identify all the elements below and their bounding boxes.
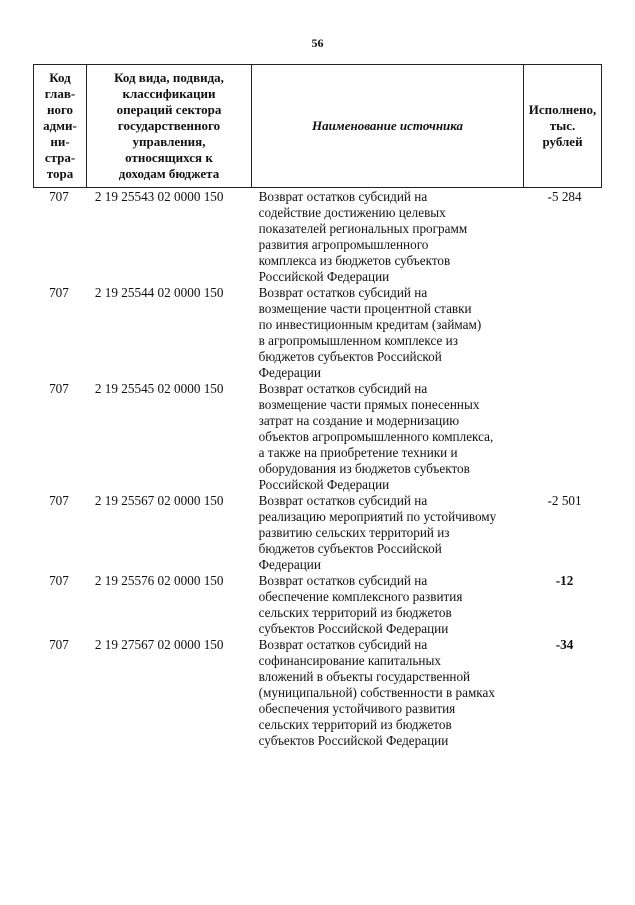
source-name-cell [255,637,527,749]
source-name-line: оборудования из бюджетов субъектов [258,461,470,476]
source-name-line: Российской Федерации [258,477,390,492]
amount-cell [526,285,603,381]
source-name-line: Возврат остатков субсидий на [258,381,428,396]
header-line: тыс. [549,118,576,133]
header-line: адми- [43,118,77,133]
source-name-cell [255,381,527,493]
source-name-line: обеспечения устойчивого развития [258,701,456,716]
classification-code-cell: 2 19 27567 02 0000 150 [94,637,224,652]
header-line: доходам бюджета [118,166,220,181]
source-name-line: по инвестиционным кредитам (займам) [258,317,482,332]
source-name-line: Возврат остатков субсидий на [258,637,428,652]
amount-cell: -34 [555,637,574,652]
header-line: операций сектора [116,102,222,117]
source-name-line: Возврат остатков субсидий на [258,573,428,588]
source-name-line: возмещение части прямых понесенных [258,397,480,412]
source-name-line: Российской Федерации [258,269,390,284]
source-name-line: субъектов Российской Федерации [258,621,449,636]
source-name-line: обеспечение комплексного развития [258,589,463,604]
source-name-cell [255,285,527,381]
source-name-line: возмещение части процентной ставки [258,301,472,316]
source-name-line: содействие достижению целевых [258,205,446,220]
header-line: тора [46,166,74,181]
header-executed [524,65,602,188]
table-row [33,285,603,381]
table-row [33,637,603,749]
source-name-cell [255,189,527,285]
admin-code-cell: 707 [49,493,69,508]
table-row [33,189,603,285]
header-line: стра- [44,150,76,165]
source-name-line: вложений в объекты государственной [258,669,471,684]
header-classification-code [87,65,252,188]
source-name-line: в агропромышленном комплексе из [258,333,458,348]
header-line: классификации [122,86,216,101]
amount-cell: -12 [555,573,574,588]
source-name-line: сельских территорий из бюджетов [258,605,452,620]
amount-cell: -5 284 [547,189,582,204]
source-name-line: (муниципальной) собственности в рамках [258,685,495,700]
source-name-line: развитию сельских территорий из [258,525,450,540]
header-line: глав- [44,86,76,101]
source-name-line: сельских территорий из бюджетов [258,717,452,732]
header-line: Код вида, подвида, [114,70,224,85]
header-line: государственного [117,118,221,133]
admin-code-cell: 707 [49,637,69,652]
source-name-line: софинансирование капитальных [258,653,441,668]
source-name-line: бюджетов субъектов Российской [258,349,442,364]
header-admin-code [34,65,87,188]
source-name-line: затрат на создание и модернизацию [258,413,460,428]
classification-code-cell: 2 19 25567 02 0000 150 [94,493,224,508]
header-line: управления, [132,134,206,149]
source-name-line: Возврат остатков субсидий на [258,285,428,300]
admin-code-cell: 707 [49,189,69,204]
table-body [33,189,603,749]
source-name-line: объектов агропромышленного комплекса, [258,429,494,444]
header-line: относящихся к [125,150,213,165]
source-name-line: субъектов Российской Федерации [258,733,449,748]
source-name-line: а также на приобретение техники и [258,445,458,460]
source-name-line: Возврат остатков субсидий на [258,493,428,508]
amount-cell: -2 501 [547,493,582,508]
table-header [33,64,602,188]
table-row [33,573,603,637]
table-row [33,493,603,573]
source-name-line: Федерации [258,365,321,380]
amount-cell [526,381,603,493]
source-name-cell [255,493,527,573]
classification-code-cell: 2 19 25544 02 0000 150 [94,285,224,300]
classification-code-cell: 2 19 25576 02 0000 150 [94,573,224,588]
source-name-line: бюджетов субъектов Российской [258,541,442,556]
source-name-cell [255,573,527,637]
header-line: Исполнено, [528,102,597,117]
source-name-line: показателей региональных программ [258,221,468,236]
header-source-name: Наименование источника [252,65,524,188]
page-number: 56 [311,36,324,50]
source-name-line: комплекса из бюджетов субъектов [258,253,451,268]
header-line: ни- [50,134,70,149]
header-line: Код [49,70,71,85]
source-name-line: Возврат остатков субсидий на [258,189,428,204]
classification-code-cell: 2 19 25545 02 0000 150 [94,381,224,396]
source-name-line: развития агропромышленного [258,237,429,252]
source-name-line: Федерации [258,557,321,572]
admin-code-cell: 707 [49,285,69,300]
table-row [33,381,603,493]
admin-code-cell: 707 [49,573,69,588]
admin-code-cell: 707 [49,381,69,396]
source-name-line: реализацию мероприятий по устойчивому [258,509,497,524]
classification-code-cell: 2 19 25543 02 0000 150 [94,189,224,204]
header-line: ного [46,102,74,117]
header-line: рублей [542,134,583,149]
